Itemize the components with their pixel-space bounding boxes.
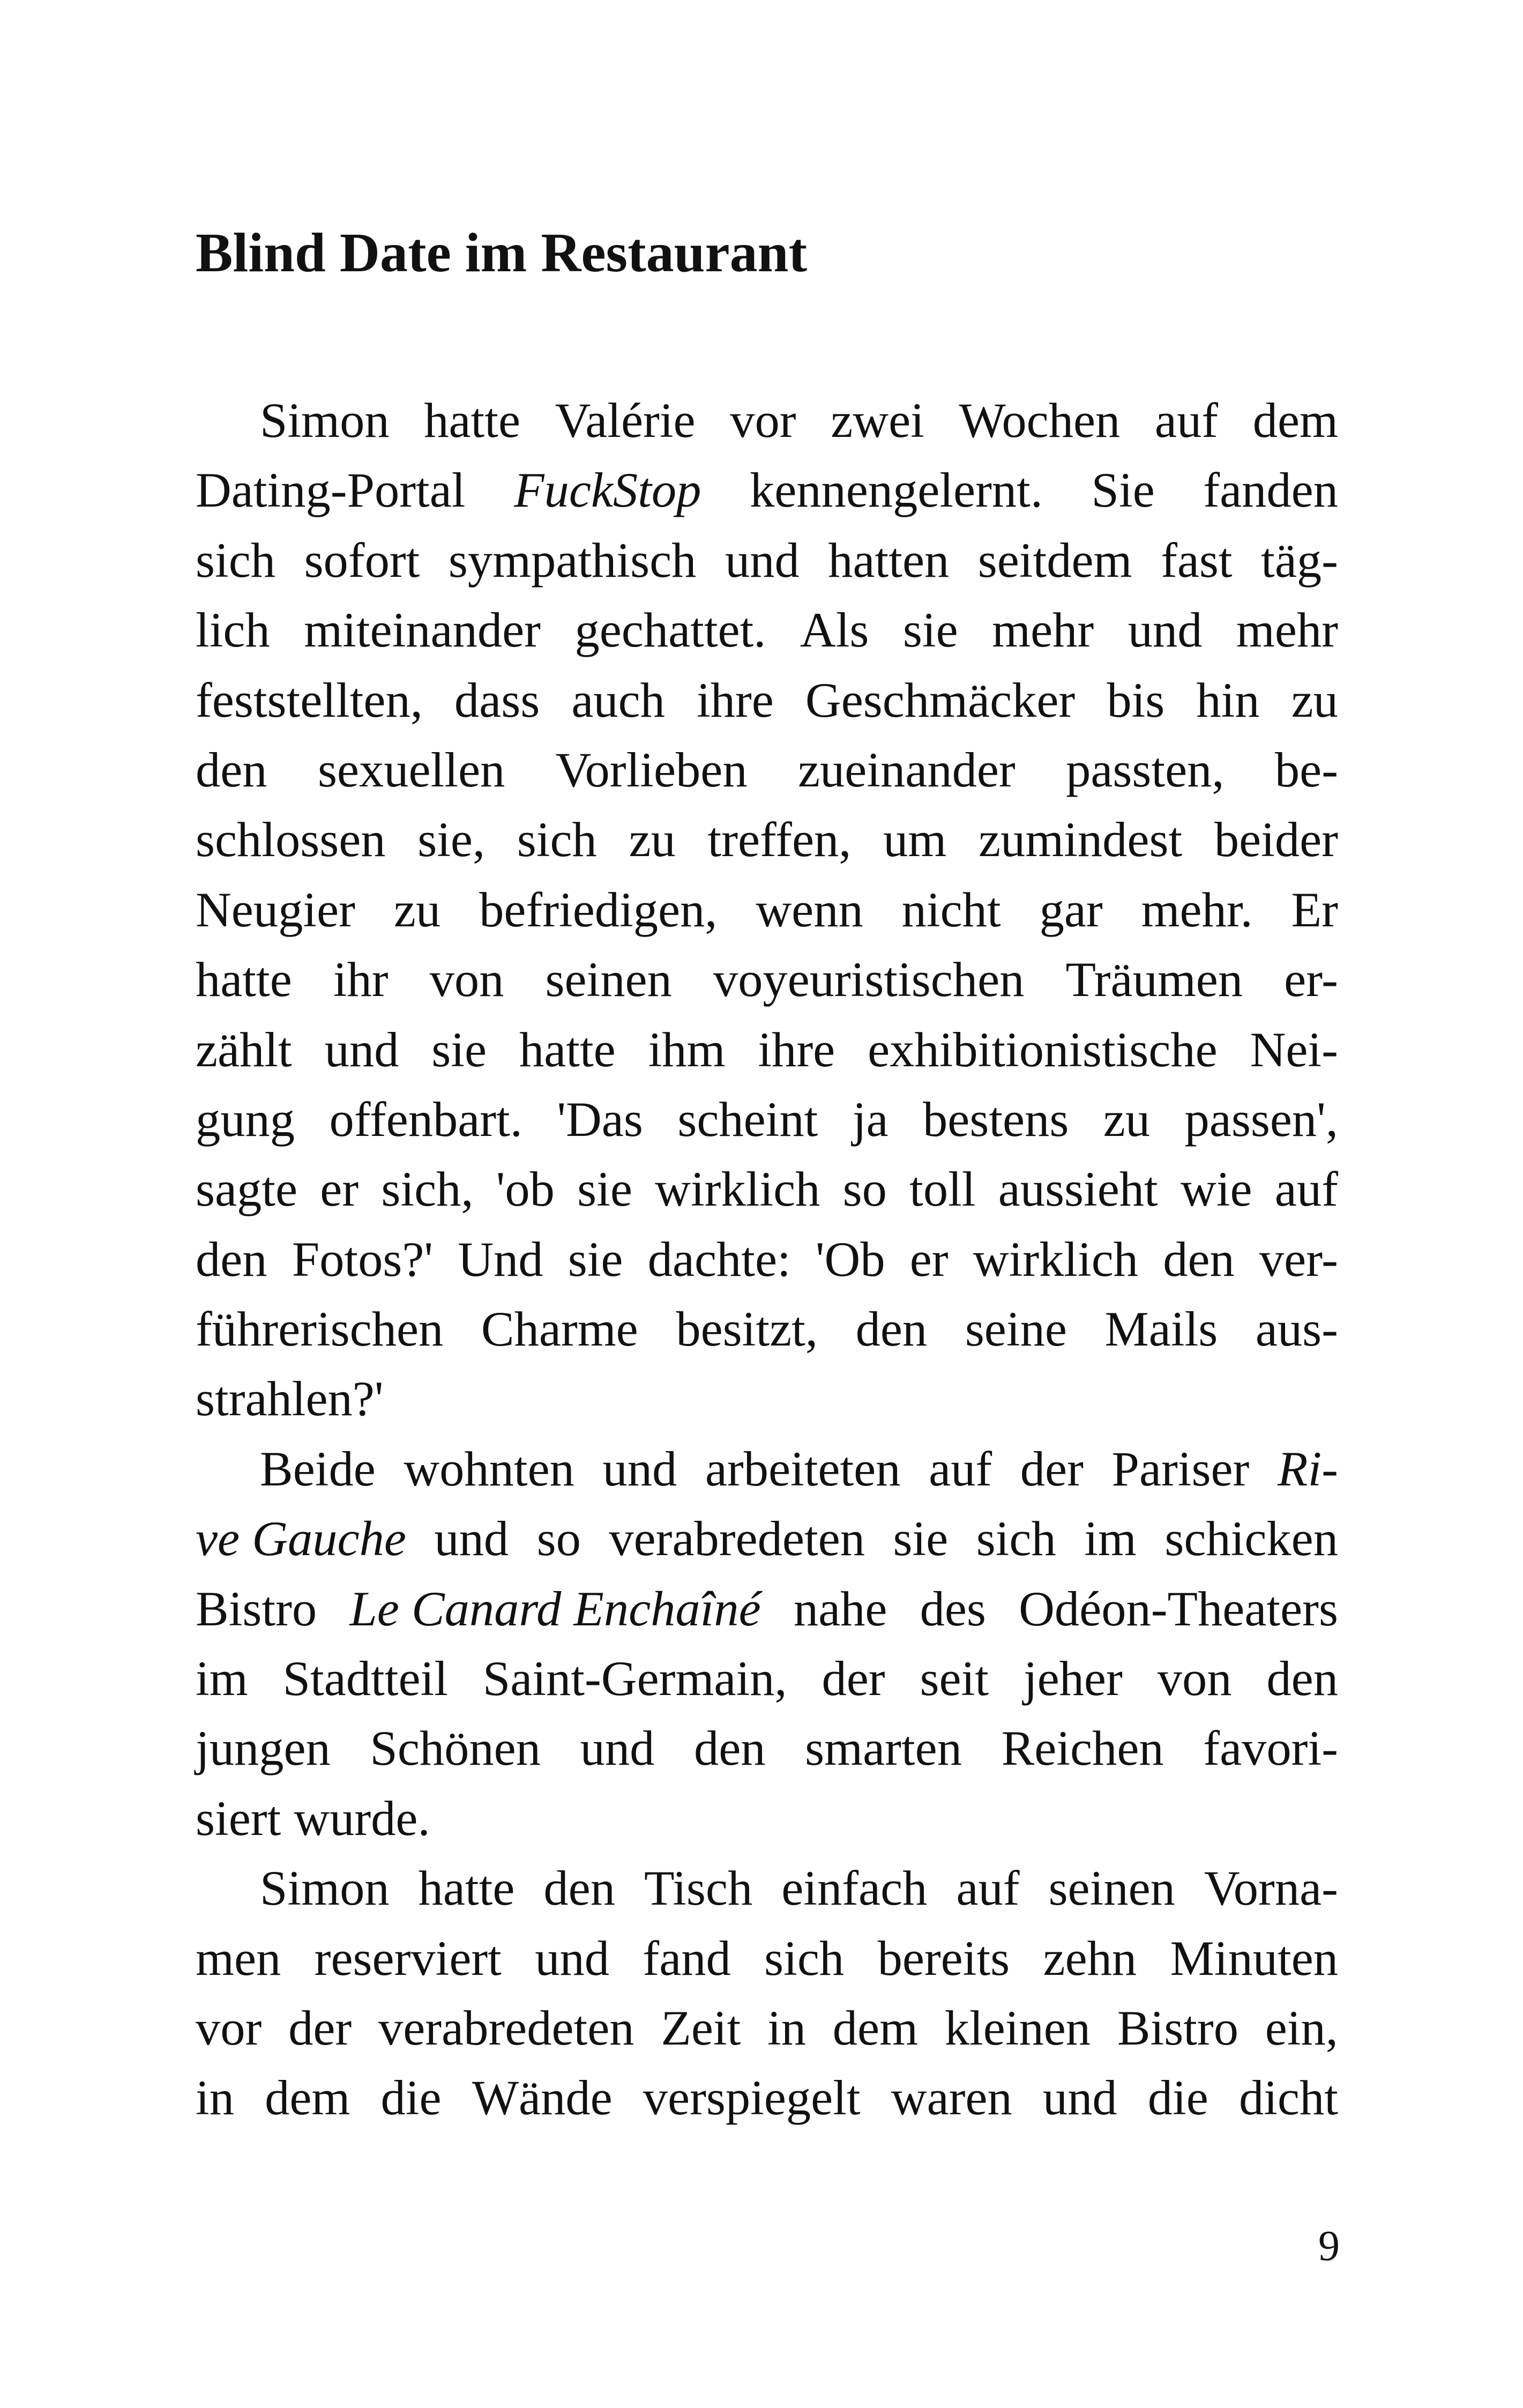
text-line (196, 945, 1338, 1015)
word: miteinander (304, 603, 541, 658)
word: Valérie (555, 393, 696, 448)
word: täg- (1261, 533, 1338, 588)
word: auf (929, 1441, 992, 1497)
word: zu (393, 882, 441, 938)
word: Träumen (1065, 953, 1243, 1008)
word: und (580, 1721, 655, 1777)
word: Als (800, 603, 869, 658)
word: wirklich (973, 1232, 1139, 1287)
word: Bistro (1117, 2001, 1238, 2056)
word: dem (832, 2001, 919, 2056)
word: fand (643, 1931, 731, 1986)
word: und (434, 1512, 509, 1567)
word: Nei- (1250, 1022, 1338, 1077)
word: ihre (758, 1022, 835, 1077)
text-line (196, 526, 1338, 596)
word: toll (909, 1162, 976, 1217)
word: und (725, 533, 800, 588)
word: reserviert (314, 1931, 502, 1986)
word: sie (902, 603, 958, 658)
word: Neugier (196, 882, 355, 938)
word: seinen (545, 953, 672, 1008)
word: bereits (877, 1931, 1010, 1986)
word: beider (1214, 813, 1338, 868)
word: auch (571, 673, 665, 728)
word: Odéon-Theaters (1019, 1581, 1338, 1637)
word: dem (1252, 393, 1338, 448)
word: Simon (260, 1861, 390, 1916)
word: zu (629, 813, 676, 868)
text-line (196, 1924, 1338, 1994)
word: men (196, 1931, 281, 1986)
word: bis (1107, 673, 1165, 728)
word: er (320, 1162, 359, 1217)
word: der (1020, 1441, 1084, 1497)
word: kennengelernt. (749, 463, 1043, 518)
word: zwei (831, 393, 924, 448)
word: treffen, (707, 813, 852, 868)
text-line (196, 1015, 1338, 1085)
word: Wände (472, 2071, 613, 2126)
word: aus- (1255, 1302, 1338, 1357)
word: um (883, 813, 947, 868)
text-line (196, 1574, 1338, 1644)
word: und (1042, 2071, 1117, 2126)
word: waren (891, 2071, 1012, 2126)
word: nicht (901, 882, 1001, 938)
word: und (324, 1022, 399, 1077)
word: hatte (519, 1022, 616, 1077)
text-line (196, 1854, 1338, 1923)
word: in (196, 2071, 234, 2126)
word: seinen (1048, 1861, 1175, 1916)
word: Wochen (959, 393, 1121, 448)
word: seine (965, 1302, 1067, 1357)
word: gung (196, 1092, 295, 1147)
word: ja (852, 1092, 889, 1147)
word: schicken (1164, 1512, 1338, 1567)
word: die (1147, 2071, 1208, 2126)
word: auf (956, 1861, 1020, 1916)
word: wirklich (655, 1162, 820, 1217)
word: vor (196, 2001, 262, 2056)
word: führerischen (196, 1302, 444, 1357)
word: sich (976, 1512, 1056, 1567)
word: den (543, 1861, 615, 1916)
word: voyeuristischen (713, 953, 1025, 1008)
word: mehr (1236, 603, 1338, 658)
word: gar (1039, 882, 1103, 938)
word: verspiegelt (643, 2071, 861, 2126)
word: hatten (828, 533, 950, 588)
word: die (380, 2071, 442, 2126)
word: jungen (196, 1721, 331, 1777)
word: den (1266, 1652, 1338, 1707)
italic-word: FuckStop (514, 463, 701, 518)
word: hin (1196, 673, 1260, 728)
word: sexuellen (317, 742, 505, 798)
word: Vorlieben (555, 742, 748, 798)
word: arbeiteten (705, 1441, 901, 1497)
word: und (1128, 603, 1203, 658)
word: dachte: (647, 1232, 791, 1287)
text-line (196, 596, 1338, 665)
italic-word: Le Canard Enchaîné (349, 1581, 761, 1637)
word: hatte (424, 393, 521, 448)
word: auf (1154, 393, 1219, 448)
word: ihre (697, 673, 774, 728)
italic-word: ve Gauche (196, 1512, 406, 1567)
word: verabredeten (378, 2001, 634, 2056)
word: Charme (481, 1302, 638, 1357)
word: der (822, 1652, 885, 1707)
text-line (196, 1504, 1338, 1574)
word: des (920, 1581, 986, 1637)
word: 'Das (557, 1092, 643, 1147)
word: den (693, 1721, 766, 1777)
word: verabredeten (609, 1512, 865, 1567)
word: siert (196, 1791, 281, 1846)
word: ihr (333, 953, 389, 1008)
word: hatte (418, 1861, 515, 1916)
word: Vorna- (1204, 1861, 1338, 1916)
word: Reichen (1001, 1721, 1164, 1777)
text-line (196, 1364, 1338, 1434)
word: Stadtteil (282, 1652, 448, 1707)
word: in (767, 2001, 806, 2056)
word: Minuten (1170, 1931, 1338, 1986)
word: schlossen (196, 813, 386, 868)
word: zumindest (978, 813, 1183, 868)
word: ver- (1259, 1232, 1338, 1287)
word: sagte (196, 1162, 298, 1217)
body-text (196, 386, 1338, 2134)
word: Dating-Portal (196, 463, 466, 518)
word: wohnten (404, 1441, 574, 1497)
text-line (196, 666, 1338, 735)
word: 'Ob (815, 1232, 885, 1287)
word: Mails (1104, 1302, 1218, 1357)
word: Pariser (1111, 1441, 1250, 1497)
text-line (196, 1225, 1338, 1295)
word: sie (893, 1512, 949, 1567)
word: Geschmäcker (805, 673, 1076, 728)
text-line (196, 1435, 1338, 1504)
word: Beide (260, 1441, 376, 1497)
word: scheint (677, 1092, 818, 1147)
chapter-title: Blind Date im Restaurant (196, 222, 808, 284)
paragraph (196, 1854, 1338, 2134)
word: passen', (1184, 1092, 1338, 1147)
text-line (196, 1644, 1338, 1714)
word: passten, (1066, 742, 1225, 798)
word: Fotos?' (292, 1232, 434, 1287)
word: seitdem (977, 533, 1132, 588)
text-line (196, 386, 1338, 456)
text-line (196, 1085, 1338, 1155)
word: Er (1291, 882, 1338, 938)
word: sich (196, 533, 276, 588)
word: favori- (1203, 1721, 1338, 1777)
word: so (536, 1512, 581, 1567)
word: dem (265, 2071, 350, 2126)
word: zehn (1043, 1931, 1137, 1986)
word: auf (1274, 1162, 1338, 1217)
text-line (196, 1714, 1338, 1783)
text-line (196, 1994, 1338, 2063)
word: so (842, 1162, 887, 1217)
word: feststellten, (196, 673, 423, 728)
word: sich (764, 1931, 845, 1986)
text-line (196, 735, 1338, 805)
word: besitzt, (676, 1302, 818, 1357)
word: der (288, 2001, 352, 2056)
word: Saint-Germain, (482, 1652, 787, 1707)
word: nahe (793, 1581, 887, 1637)
word: ein, (1265, 2001, 1338, 2056)
word: im (196, 1652, 248, 1707)
word: fanden (1203, 463, 1338, 518)
word: sich, (381, 1162, 474, 1217)
word: Zeit (661, 2001, 741, 2056)
word: smarten (805, 1721, 962, 1777)
word: und (535, 1931, 610, 1986)
word: wurde. (294, 1791, 430, 1846)
text-line (196, 805, 1338, 875)
text-line (196, 1155, 1338, 1224)
word: von (429, 953, 504, 1008)
word: zählt (196, 1022, 292, 1077)
word: er- (1284, 953, 1338, 1008)
word: ihm (648, 1022, 726, 1077)
paragraph (196, 386, 1338, 1435)
word: sympathisch (448, 533, 697, 588)
word: bestens (923, 1092, 1069, 1147)
word: gechattet. (574, 603, 766, 658)
text-line (196, 456, 1338, 525)
word: 'ob (496, 1162, 555, 1217)
word: einfach (781, 1861, 928, 1916)
word: Und (458, 1232, 543, 1287)
word: mehr. (1141, 882, 1253, 938)
word: zu (1291, 673, 1338, 728)
text-line (196, 2063, 1338, 2133)
word: Sie (1091, 463, 1155, 518)
word: seit (920, 1652, 989, 1707)
word: von (1157, 1652, 1232, 1707)
word: offenbart. (329, 1092, 522, 1147)
word: Schönen (370, 1721, 541, 1777)
word: Simon (260, 393, 390, 448)
word: er (909, 1232, 949, 1287)
word: wie (1181, 1162, 1252, 1217)
word: zueinander (797, 742, 1016, 798)
word: Bistro (196, 1581, 317, 1637)
word: und (602, 1441, 677, 1497)
word: den (855, 1302, 928, 1357)
word: strahlen?' (196, 1372, 384, 1427)
text-line (196, 875, 1338, 945)
word: exhibitionistische (868, 1022, 1218, 1077)
word: dicht (1238, 2071, 1338, 2126)
word: sie, (417, 813, 486, 868)
word: den (196, 742, 267, 798)
text-line (196, 1295, 1338, 1364)
word: dass (454, 673, 540, 728)
word: sofort (304, 533, 420, 588)
word: kleinen (944, 2001, 1091, 2056)
italic-word: Ri- (1277, 1441, 1338, 1497)
word: lich (196, 603, 270, 658)
word: im (1084, 1512, 1137, 1567)
word: fast (1161, 533, 1233, 588)
word: sie (431, 1022, 487, 1077)
word: aussieht (998, 1162, 1158, 1217)
word: mehr (992, 603, 1094, 658)
word: den (196, 1232, 267, 1287)
word: den (1163, 1232, 1235, 1287)
word: wenn (756, 882, 863, 938)
word: befriedigen, (479, 882, 718, 938)
page-number: 9 (1318, 2223, 1340, 2270)
word: sie (568, 1232, 623, 1287)
word: sich (517, 813, 597, 868)
word: hatte (196, 953, 292, 1008)
word: sie (577, 1162, 632, 1217)
word: jeher (1023, 1652, 1123, 1707)
word: be- (1274, 742, 1338, 798)
word: zu (1103, 1092, 1151, 1147)
paragraph (196, 1435, 1338, 1854)
text-line (196, 1784, 1338, 1854)
word: Tisch (644, 1861, 753, 1916)
word: vor (730, 393, 796, 448)
